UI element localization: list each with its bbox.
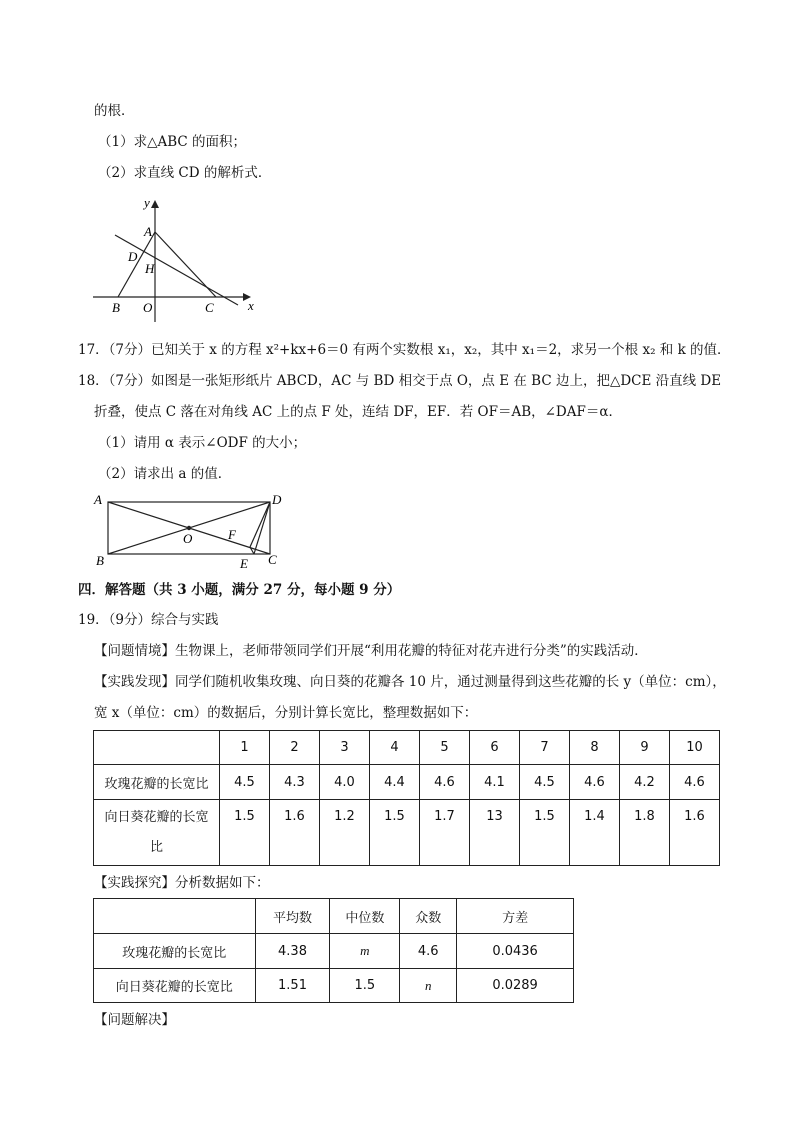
table-cell: 1.5 (330, 969, 400, 1003)
table-row (94, 765, 720, 800)
table-cell: 7 (520, 731, 570, 765)
table-cell: 5 (420, 731, 470, 765)
fig18-label-D: D (272, 492, 282, 507)
table-cell: 玫瑰花瓣的长宽比 (94, 934, 256, 969)
table-cell (94, 899, 256, 934)
table-cell: 4.6 (670, 765, 720, 800)
problem18-line1: 18．（7分）如图是一张矩形纸片 ABCD，AC 与 BD 相交于点 O，点 E 在 BC 边上，把△DCE 沿直线 DE (78, 373, 722, 389)
table-cell: 平均数 (255, 899, 330, 934)
table-cell: 4.6 (420, 765, 470, 800)
table-cell: 3 (320, 731, 370, 765)
table-cell: 1.7 (420, 800, 470, 866)
figure-16-coordinate-graph (88, 192, 268, 327)
table-cell: 1.2 (320, 800, 370, 866)
fig18-label-F: F (228, 527, 236, 542)
figure-18-rectangle-fold (88, 490, 298, 572)
table-cell: 4.5 (520, 765, 570, 800)
table-cell: 向日葵花瓣的长宽比 (94, 800, 220, 866)
table-cell: 1.51 (255, 969, 330, 1003)
table-cell: 4.5 (220, 765, 270, 800)
fig16-label-B: B (112, 300, 120, 315)
table-cell: 玫瑰花瓣的长宽比 (94, 765, 220, 800)
table-cell: m (330, 934, 400, 969)
table-row (94, 934, 574, 969)
table-cell: 4.0 (320, 765, 370, 800)
table-cell: 向日葵花瓣的长宽比 (94, 969, 256, 1003)
fig16-label-O: O (143, 300, 153, 315)
table-cell: 1.6 (670, 800, 720, 866)
problem19-context: 【问题情境】生物课上，老师带领同学们开展“利用花瓣的特征对花卉进行分类”的实践活动． (94, 643, 648, 659)
table-cell: 中位数 (330, 899, 400, 934)
table-cell: 0.0436 (457, 934, 574, 969)
table-cell: 1.6 (270, 800, 320, 866)
fig16-label-x: x (248, 298, 254, 313)
table-cell: 1.5 (220, 800, 270, 866)
fig18-label-B: B (96, 553, 104, 568)
fig18-label-E: E (240, 556, 248, 571)
table-cell: 4 (370, 731, 420, 765)
table-cell: 4.6 (400, 934, 457, 969)
table-cell: 8 (570, 731, 620, 765)
problem18-question2: （2）请求出 a 的值． (98, 466, 232, 482)
fig16-label-C: C (205, 300, 214, 315)
table-row (94, 731, 720, 765)
problem19-title: 19．（9分）综合与实践 (78, 612, 219, 628)
table-cell: 13 (470, 800, 520, 866)
table-cell: n (400, 969, 457, 1003)
fig16-label-H: H (145, 261, 155, 276)
table-cell: 9 (620, 731, 670, 765)
table-cell: 众数 (400, 899, 457, 934)
table-cell: 1.5 (370, 800, 420, 866)
fig16-label-D: D (128, 249, 138, 264)
problem19-solution-heading: 【问题解决】 (94, 1012, 175, 1028)
fig16-label-A: A (144, 224, 152, 239)
problem16-question1: （1）求△ABC 的面积； (98, 134, 247, 150)
problem16-tail: 的根． (94, 103, 135, 119)
table-cell: 1.4 (570, 800, 620, 866)
table-cell: 0.0289 (457, 969, 574, 1003)
table-cell: 2 (270, 731, 320, 765)
table-cell: 4.4 (370, 765, 420, 800)
fig16-label-y: y (144, 195, 150, 210)
fig18-label-C: C (268, 552, 277, 567)
problem17: 17．（7分）已知关于 x 的方程 x²+kx+6＝0 有两个实数根 x₁，x₂，其中 x₁＝2，求另一个根 x₂ 和 k 的值． (78, 342, 731, 358)
table-cell (94, 731, 220, 765)
section-4-heading: 四．解答题（共 3 小题，满分 27 分，每小题 9 分） (78, 582, 401, 598)
table-row (94, 899, 574, 934)
problem18-question1: （1）请用 α 表示∠ODF 的大小； (98, 435, 307, 451)
table-row (94, 969, 574, 1003)
table-cell: 1.5 (520, 800, 570, 866)
table-cell: 4.6 (570, 765, 620, 800)
table-cell: 方差 (457, 899, 574, 934)
table-cell: 4.1 (470, 765, 520, 800)
table-cell: 1.8 (620, 800, 670, 866)
table-cell: 6 (470, 731, 520, 765)
problem19-discovery: 【实践发现】同学们随机收集玫瑰、向日葵的花瓣各 10 片，通过测量得到这些花瓣的长 y（单位：cm）， (94, 674, 726, 690)
table-cell: 1 (220, 731, 270, 765)
petal-ratio-table (93, 730, 720, 866)
fig18-label-O: O (183, 531, 193, 546)
fig18-label-A: A (94, 492, 102, 507)
problem18-line2: 折叠，使点 C 落在对角线 AC 上的点 F 处，连结 DF，EF．若 OF＝AB，∠DAF＝α． (94, 404, 622, 420)
table-cell: 4.38 (255, 934, 330, 969)
statistics-table (93, 898, 574, 1003)
table-cell: 4.2 (620, 765, 670, 800)
table-cell: 4.3 (270, 765, 320, 800)
problem16-question2: （2）求直线 CD 的解析式． (98, 165, 272, 181)
problem19-discovery-cont: 宽 x（单位：cm）的数据后，分别计算长宽比，整理数据如下： (94, 705, 478, 721)
problem19-analysis: 【实践探究】分析数据如下： (94, 875, 270, 891)
table-row (94, 800, 720, 866)
table-cell: 10 (670, 731, 720, 765)
